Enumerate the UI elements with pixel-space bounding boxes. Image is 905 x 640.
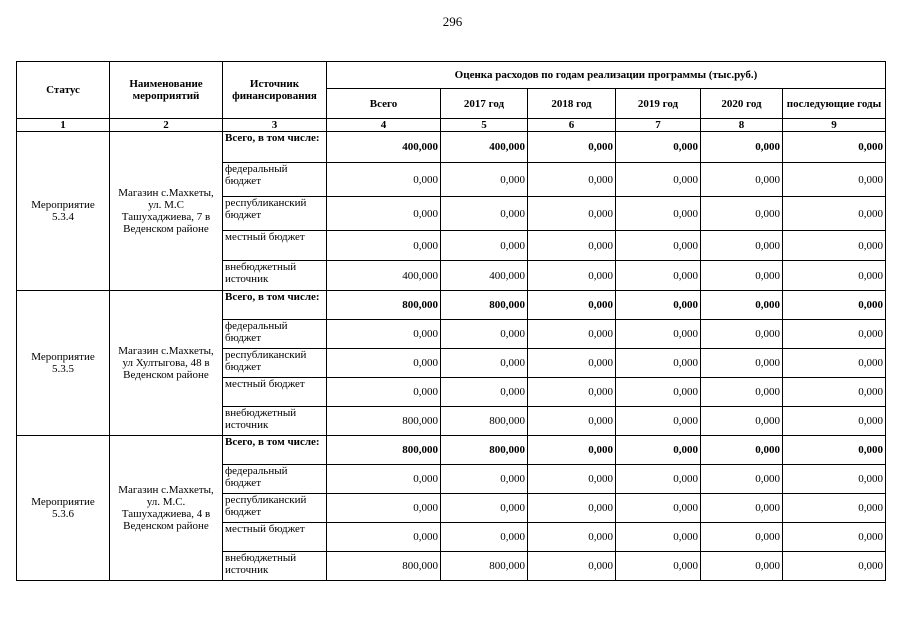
amount-cell: 0,000 — [441, 197, 528, 231]
amount-cell: 0,000 — [528, 407, 616, 436]
amount-cell: 0,000 — [616, 132, 701, 163]
amount-cell: 0,000 — [528, 523, 616, 552]
funding-source: федеральный бюджет — [223, 465, 327, 494]
amount-cell: 0,000 — [783, 320, 886, 349]
funding-source: внебюджетный источник — [223, 407, 327, 436]
header-year-2018: 2018 год — [528, 89, 616, 119]
amount-cell: 0,000 — [701, 407, 783, 436]
amount-cell: 0,000 — [327, 197, 441, 231]
amount-cell: 0,000 — [327, 523, 441, 552]
amount-cell: 0,000 — [616, 163, 701, 197]
amount-cell: 0,000 — [327, 320, 441, 349]
amount-cell: 0,000 — [441, 349, 528, 378]
amount-cell: 0,000 — [701, 197, 783, 231]
amount-cell: 0,000 — [327, 494, 441, 523]
amount-cell: 0,000 — [528, 494, 616, 523]
amount-cell: 800,000 — [441, 407, 528, 436]
column-number: 4 — [327, 119, 441, 132]
funding-source: республиканский бюджет — [223, 494, 327, 523]
amount-cell: 0,000 — [616, 320, 701, 349]
header-name: Наименование мероприятий — [110, 62, 223, 119]
amount-cell: 800,000 — [441, 436, 528, 465]
amount-cell: 0,000 — [616, 436, 701, 465]
funding-source: республиканский бюджет — [223, 349, 327, 378]
amount-cell: 0,000 — [701, 349, 783, 378]
column-number: 8 — [701, 119, 783, 132]
funding-source: местный бюджет — [223, 231, 327, 261]
column-number: 1 — [17, 119, 110, 132]
column-number: 6 — [528, 119, 616, 132]
amount-cell: 0,000 — [528, 436, 616, 465]
amount-cell: 800,000 — [327, 291, 441, 320]
amount-cell: 0,000 — [783, 523, 886, 552]
amount-cell: 0,000 — [616, 494, 701, 523]
amount-cell: 0,000 — [327, 465, 441, 494]
amount-cell: 0,000 — [441, 465, 528, 494]
header-year-later: последующие годы — [783, 89, 886, 119]
measure-name: Магазин с.Махкеты, ул. М.С. Ташухаджиева, 4 в Веденском районе — [110, 436, 223, 581]
funding-source: Всего, в том числе: — [223, 132, 327, 163]
amount-cell: 400,000 — [327, 132, 441, 163]
amount-cell: 0,000 — [327, 378, 441, 407]
header-source: Источник финансирования — [223, 62, 327, 119]
amount-cell: 0,000 — [783, 378, 886, 407]
measure-status: Мероприятие 5.3.5 — [17, 291, 110, 436]
amount-cell: 0,000 — [701, 378, 783, 407]
column-number: 2 — [110, 119, 223, 132]
amount-cell: 0,000 — [528, 552, 616, 581]
budget-table — [16, 61, 886, 581]
funding-source: республиканский бюджет — [223, 197, 327, 231]
amount-cell: 0,000 — [327, 231, 441, 261]
amount-cell: 0,000 — [701, 465, 783, 494]
amount-cell: 800,000 — [327, 407, 441, 436]
amount-cell: 0,000 — [783, 197, 886, 231]
amount-cell: 800,000 — [327, 552, 441, 581]
header-estimate: Оценка расходов по годам реализации программы (тыс.руб.) — [327, 62, 886, 89]
table-row — [17, 291, 886, 320]
measure-status: Мероприятие 5.3.4 — [17, 132, 110, 291]
funding-source: местный бюджет — [223, 523, 327, 552]
amount-cell: 0,000 — [783, 291, 886, 320]
header-year-total: Всего — [327, 89, 441, 119]
amount-cell: 400,000 — [441, 132, 528, 163]
funding-source: внебюджетный источник — [223, 552, 327, 581]
funding-source: местный бюджет — [223, 378, 327, 407]
amount-cell: 0,000 — [441, 523, 528, 552]
funding-source: внебюджетный источник — [223, 261, 327, 291]
amount-cell: 800,000 — [441, 291, 528, 320]
funding-source: Всего, в том числе: — [223, 436, 327, 465]
header-year-2017: 2017 год — [441, 89, 528, 119]
amount-cell: 0,000 — [528, 132, 616, 163]
amount-cell: 0,000 — [701, 436, 783, 465]
amount-cell: 0,000 — [616, 261, 701, 291]
header-year-2019: 2019 год — [616, 89, 701, 119]
amount-cell: 0,000 — [701, 494, 783, 523]
funding-source: федеральный бюджет — [223, 320, 327, 349]
amount-cell: 0,000 — [327, 163, 441, 197]
amount-cell: 0,000 — [783, 231, 886, 261]
amount-cell: 0,000 — [701, 132, 783, 163]
amount-cell: 400,000 — [441, 261, 528, 291]
amount-cell: 0,000 — [701, 163, 783, 197]
amount-cell: 0,000 — [616, 349, 701, 378]
amount-cell: 0,000 — [616, 378, 701, 407]
measure-name: Магазин с.Махкеты, ул. М.С Ташухаджиева, 7 в Веденском районе — [110, 132, 223, 291]
amount-cell: 0,000 — [528, 163, 616, 197]
amount-cell: 0,000 — [616, 231, 701, 261]
amount-cell: 0,000 — [528, 349, 616, 378]
amount-cell: 0,000 — [701, 261, 783, 291]
amount-cell: 0,000 — [783, 407, 886, 436]
amount-cell: 800,000 — [441, 552, 528, 581]
measure-status: Мероприятие 5.3.6 — [17, 436, 110, 581]
funding-source: федеральный бюджет — [223, 163, 327, 197]
amount-cell: 0,000 — [701, 291, 783, 320]
amount-cell: 0,000 — [528, 291, 616, 320]
column-number: 3 — [223, 119, 327, 132]
amount-cell: 0,000 — [616, 465, 701, 494]
amount-cell: 0,000 — [441, 378, 528, 407]
amount-cell: 0,000 — [441, 231, 528, 261]
amount-cell: 0,000 — [441, 494, 528, 523]
table-row — [17, 132, 886, 163]
amount-cell: 0,000 — [528, 197, 616, 231]
amount-cell: 0,000 — [616, 197, 701, 231]
amount-cell: 0,000 — [701, 552, 783, 581]
amount-cell: 0,000 — [528, 378, 616, 407]
amount-cell: 0,000 — [701, 523, 783, 552]
header-year-2020: 2020 год — [701, 89, 783, 119]
amount-cell: 0,000 — [441, 320, 528, 349]
column-number: 7 — [616, 119, 701, 132]
column-number: 9 — [783, 119, 886, 132]
amount-cell: 0,000 — [701, 320, 783, 349]
amount-cell: 0,000 — [783, 436, 886, 465]
amount-cell: 0,000 — [783, 552, 886, 581]
amount-cell: 0,000 — [783, 349, 886, 378]
amount-cell: 0,000 — [701, 231, 783, 261]
page-number: 296 — [442, 14, 463, 29]
amount-cell: 0,000 — [783, 163, 886, 197]
amount-cell: 0,000 — [528, 261, 616, 291]
amount-cell: 400,000 — [327, 261, 441, 291]
amount-cell: 0,000 — [616, 523, 701, 552]
amount-cell: 0,000 — [441, 163, 528, 197]
funding-source: Всего, в том числе: — [223, 291, 327, 320]
amount-cell: 0,000 — [783, 465, 886, 494]
amount-cell: 0,000 — [528, 465, 616, 494]
header-status: Статус — [17, 62, 110, 119]
measure-name: Магазин с.Махкеты, ул Хултыгова, 48 в Веденском районе — [110, 291, 223, 436]
amount-cell: 0,000 — [528, 320, 616, 349]
amount-cell: 0,000 — [616, 291, 701, 320]
amount-cell: 800,000 — [327, 436, 441, 465]
amount-cell: 0,000 — [528, 231, 616, 261]
amount-cell: 0,000 — [327, 349, 441, 378]
amount-cell: 0,000 — [616, 552, 701, 581]
table-row — [17, 436, 886, 465]
column-number: 5 — [441, 119, 528, 132]
amount-cell: 0,000 — [783, 494, 886, 523]
amount-cell: 0,000 — [616, 407, 701, 436]
amount-cell: 0,000 — [783, 132, 886, 163]
amount-cell: 0,000 — [783, 261, 886, 291]
